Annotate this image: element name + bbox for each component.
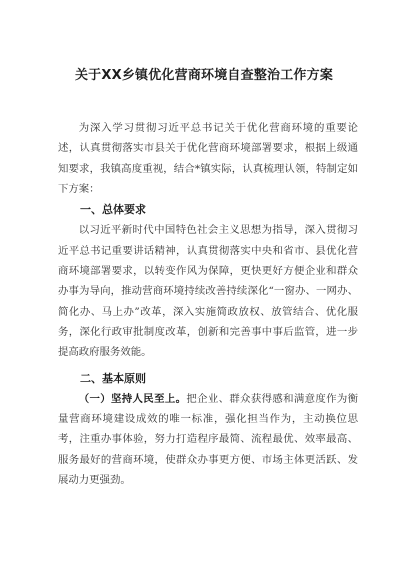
section-heading-basic-principles: 二、基本原则 (80, 371, 146, 385)
principle-label: （一）坚持人民至上。 (78, 392, 187, 405)
document-body (58, 118, 358, 490)
section-heading-general-requirements: 一、总体要求 (80, 203, 146, 217)
general-requirements-paragraph: 以习近平新时代中国特色社会主义思想为指导，深入贯彻习近平总书记重要讲话精神，认真贯彻落实中央和省市、县优化营商环境部署要求，以转变作风为保障，更快更好方便企业和群众办事为导向，推动营商环境持续改善持续深化“一窗办、一网办、简化办、马上办”改革，深入实施简政放权、放管结合、优化服务，深化行政审批制度改革，创新和完善事中事后监管，进一步提高政府服务效能。 (58, 224, 358, 359)
intro-paragraph: 为深入学习贯彻习近平总书记关于优化营商环境的重要论述，认真贯彻落实市县关于优化营商环境部署要求，根据上级通知要求，我镇高度重视，结合*镇实际，认真梳理认领，特制定如下方案： (58, 122, 358, 195)
principle-text: 把企业、群众获得感和满意度作为衡量营商环境建设成效的唯一标准，强化担当作为，主动换位思考，注重办事体验，努力打造程序最简、流程最优、效率最高、服务最好的营商环境，使群众办事更方便、市场主体更活跃、发展动力更强劲。 (58, 392, 359, 487)
principle-paragraph (58, 389, 358, 490)
document-title: 关于XX乡镇优化营商环境自查整治工作方案 (74, 68, 334, 83)
